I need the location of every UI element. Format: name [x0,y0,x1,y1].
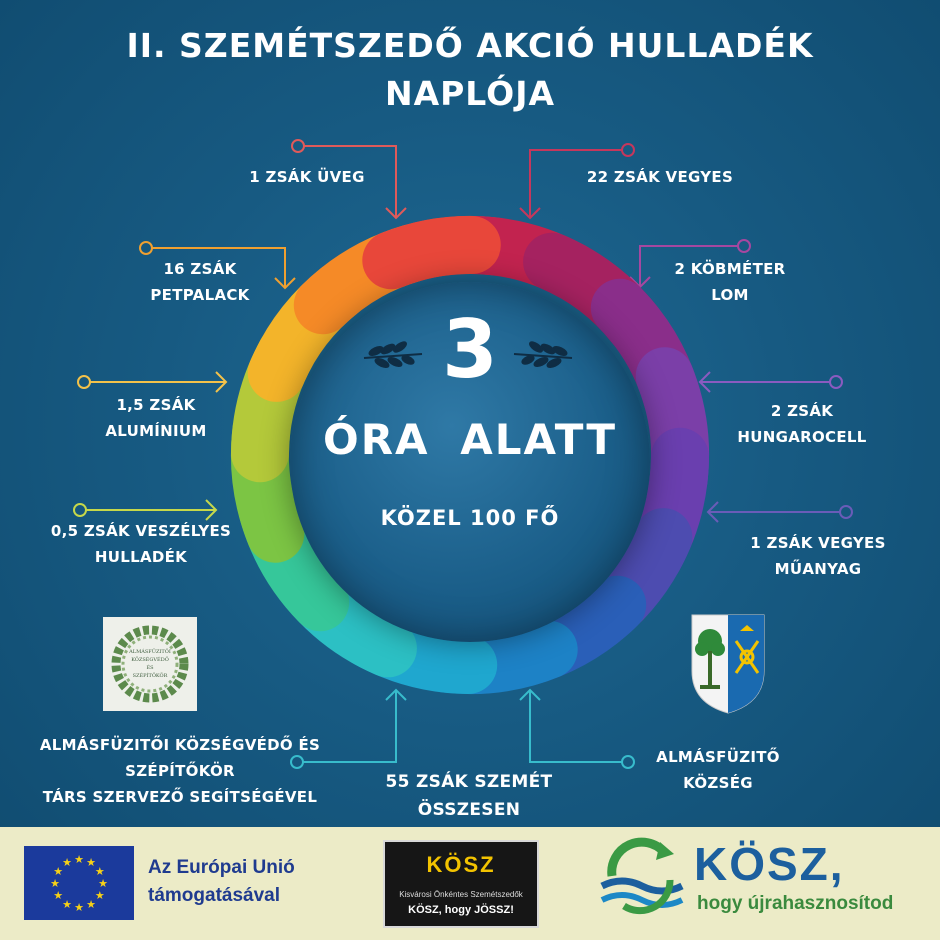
label-veszelyes: 0,5 ZSÁK VESZÉLYES HULLADÉK [50,522,232,566]
title-line-2: NAPLÓJA [384,74,556,113]
kosz-badge-subtitle: Kisvárosi Önkéntes Szemétszedők [399,890,523,899]
eu-star-icon: ★ [94,889,105,902]
recycle-wave-icon [594,836,690,918]
ring-segment [391,245,472,260]
coat-of-arms-icon [688,611,768,715]
eu-support-text: Az Európai Unió támogatásával [148,857,295,906]
eu-star-icon: ★ [74,853,84,866]
label-muanyag: 1 ZSÁK VEGYES MŰANYAG [750,534,886,578]
label-vegyes: 22 ZSÁK VEGYES [586,168,734,186]
kosz-brand-name: KÖSZ, [694,838,845,890]
eu-star-icon: ★ [94,865,105,878]
eu-star-icon: ★ [86,897,96,911]
eu-star-icon: ★ [62,897,72,911]
center-hours-number: 3 [442,303,498,396]
kosz-badge-logo: KÖSZ [426,852,496,877]
label-uveg: 1 ZSÁK ÜVEG [249,168,365,186]
label-organizer: ALMÁSFÜZITŐI KÖZSÉGVÉDŐ ÉS SZÉPÍTŐKÖR TÁRS SZERVEZŐ SEGÍTSÉGÉVEL [39,736,321,806]
eu-star-icon: ★ [98,877,108,890]
center-hours-unit: ÓRA ALATT [323,415,617,464]
eu-star-icon: ★ [53,889,64,902]
eu-star-icon: ★ [53,865,64,878]
eu-star-icon: ★ [50,877,60,890]
title-line-1: II. SZEMÉTSZEDŐ AKCIÓ HULLADÉK [126,26,814,65]
eu-star-icon: ★ [62,856,72,870]
label-hungarocell: 2 ZSÁK HUNGAROCELL [737,402,867,446]
label-total: 55 ZSÁK SZEMÉT ÖSSZESEN [385,772,553,820]
wreath-text: ALMÁSFÜZITŐI KÖZSÉGVÉDŐ ÉS SZÉPÍTŐKÖR [129,649,171,679]
label-petpalack: 16 ZSÁK PETPALACK [150,260,250,304]
center-people-count: KÖZEL 100 FŐ [380,506,560,530]
kosz-slogan: hogy újrahasznosítod [697,893,894,914]
label-lom: 2 KÖBMÉTER LOM [674,260,786,304]
eu-star-icon: ★ [86,856,96,870]
kosz-badge [383,840,539,928]
label-village: ALMÁSFÜZITŐ KÖZSÉG [656,748,780,792]
eu-flag-icon [24,846,134,920]
eu-star-icon: ★ [74,901,84,914]
label-aluminium: 1,5 ZSÁK ALUMÍNIUM [105,396,207,440]
kosz-badge-motto: KÖSZ, hogy JÖSSZ! [408,904,514,916]
